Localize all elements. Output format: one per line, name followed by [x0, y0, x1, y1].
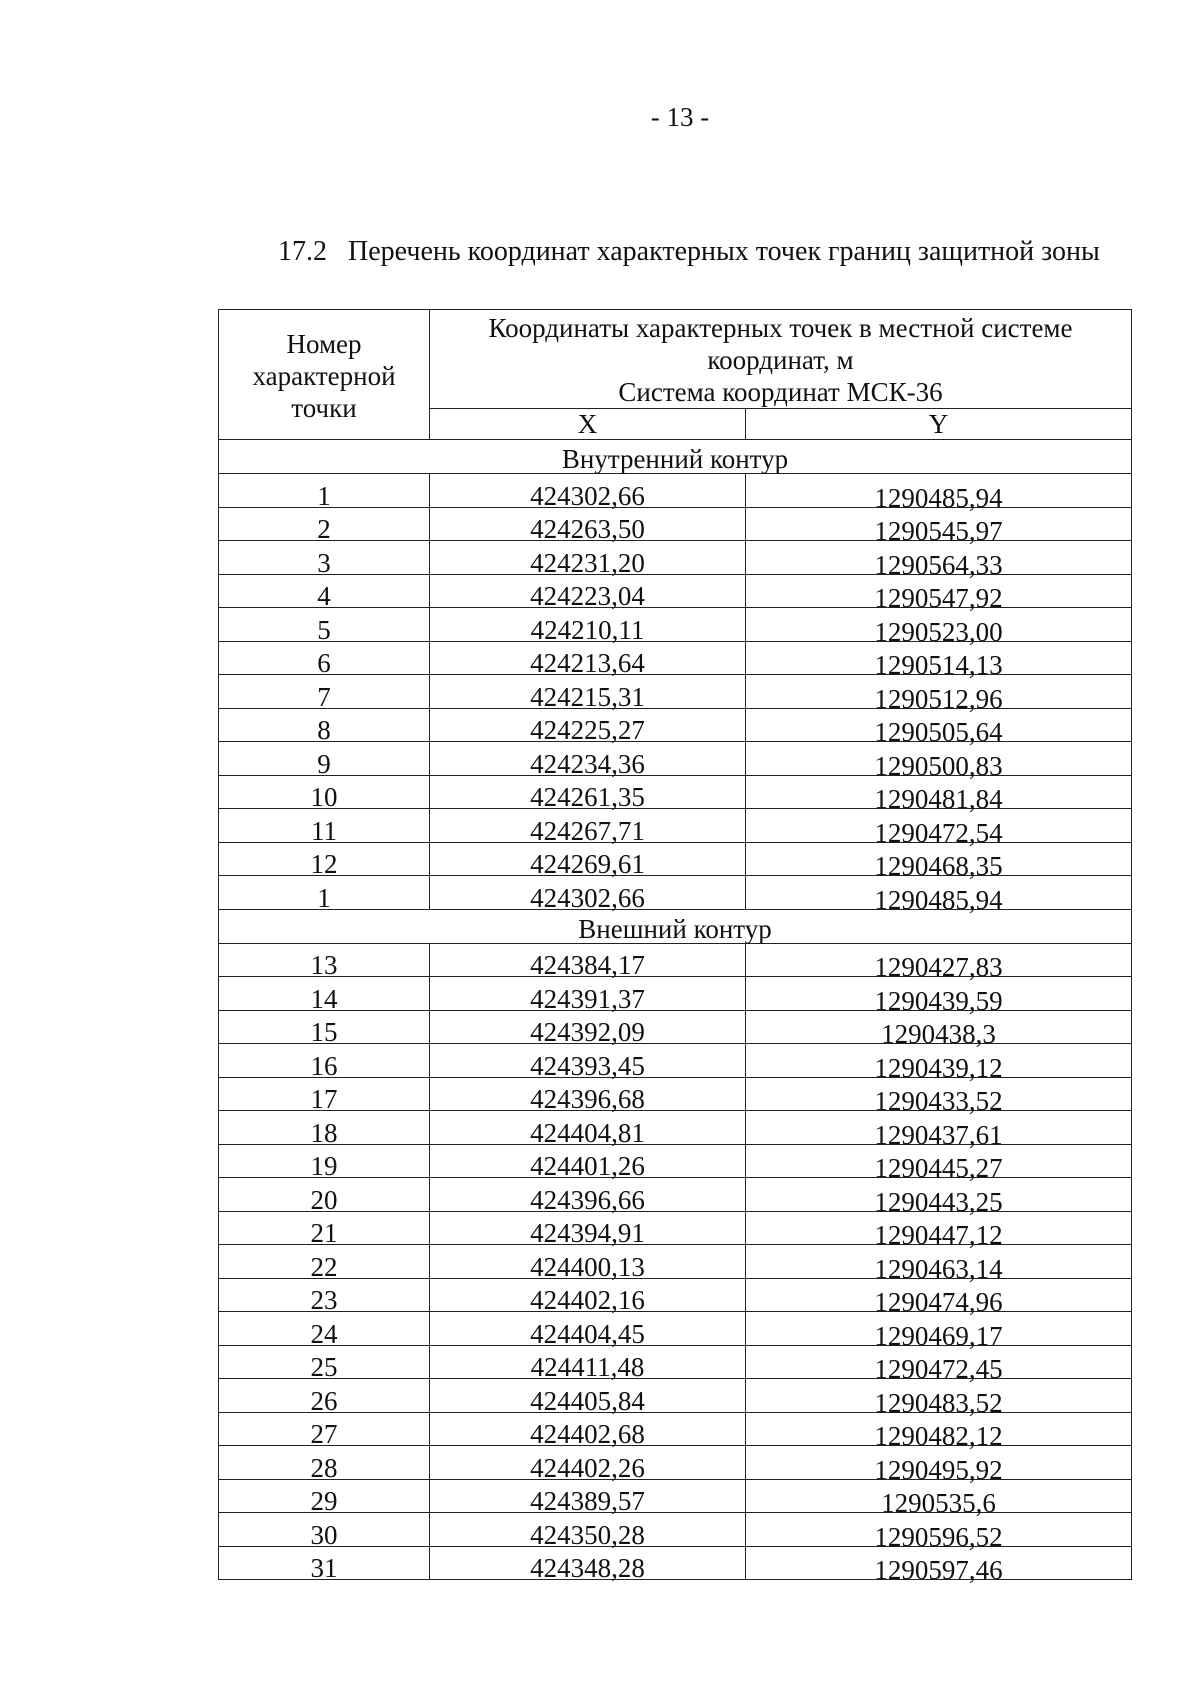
- x-coordinate-cell-text: 424348,28: [530, 1553, 645, 1583]
- y-coordinate-cell-text: 1290474,96: [874, 1287, 1003, 1317]
- y-coordinate-cell-text: 1290523,00: [874, 616, 1003, 647]
- x-coordinate-cell-text: 424402,16: [530, 1285, 645, 1315]
- y-coordinate-cell: [746, 474, 1132, 513]
- x-coordinate-cell: [430, 742, 746, 779]
- point-number-cell: [219, 1513, 430, 1550]
- y-coordinate-cell-text: 1290596,52: [874, 1521, 1003, 1552]
- section-title: Внешний контур: [219, 909, 1132, 943]
- point-number-cell-text: 26: [310, 1385, 338, 1416]
- x-coordinate-cell: [430, 1144, 746, 1181]
- x-coordinate-cell-text: 424404,45: [530, 1318, 645, 1349]
- point-number-cell-text: 10: [310, 782, 338, 812]
- x-coordinate-cell-text: 424411,48: [530, 1352, 645, 1382]
- y-coordinate-cell-text: 1290439,12: [874, 1052, 1003, 1083]
- y-coordinate-cell-text: 1290438,3: [881, 1019, 996, 1049]
- point-number-cell: [219, 474, 430, 511]
- y-coordinate-cell-text: 1290472,54: [874, 817, 1003, 848]
- point-number-cell: [219, 1312, 430, 1349]
- section-title: Внутренний контур: [219, 440, 1132, 474]
- x-coordinate-cell-text: 424393,45: [530, 1050, 645, 1081]
- point-number-cell-text: 1: [317, 882, 331, 913]
- x-coordinate-cell: [430, 608, 746, 645]
- point-number-cell-text: 3: [317, 547, 331, 578]
- y-coordinate-cell-text: 1290468,35: [874, 851, 1003, 881]
- x-coordinate-cell: [430, 1312, 746, 1349]
- y-coordinate-cell-text: 1290463,14: [874, 1253, 1003, 1284]
- x-coordinate-cell-text: 424225,27: [530, 715, 645, 745]
- point-number-cell-text: 2: [317, 514, 331, 544]
- point-number-cell-text: 19: [310, 1151, 338, 1181]
- y-coordinate-cell-text: 1290512,96: [874, 683, 1003, 714]
- point-number-cell-text: 31: [310, 1553, 338, 1583]
- x-coordinate-cell-text: 424384,17: [530, 950, 645, 980]
- y-coordinate-cell-text: 1290482,12: [874, 1421, 1003, 1451]
- point-number-cell: [219, 1546, 430, 1583]
- x-coordinate-cell: [430, 977, 746, 1014]
- point-number-cell: [219, 1010, 430, 1047]
- x-coordinate-cell: [430, 1010, 746, 1047]
- y-coordinate-cell-text: 1290485,94: [874, 884, 1003, 915]
- x-coordinate-cell: [430, 1278, 746, 1315]
- document-heading: [278, 236, 1100, 268]
- x-coordinate-cell: [430, 641, 746, 678]
- x-coordinate-cell: [430, 842, 746, 879]
- y-coordinate-cell-text: 1290547,92: [874, 583, 1003, 613]
- point-number-cell: [219, 1412, 430, 1449]
- table-row: [219, 943, 1132, 977]
- x-coordinate-cell-text: 424210,11: [530, 614, 645, 645]
- x-coordinate-cell: [430, 1044, 746, 1081]
- point-number-cell-text: 13: [310, 950, 338, 980]
- x-coordinate-cell: [430, 541, 746, 578]
- x-coordinate-cell-text: 424389,57: [530, 1486, 645, 1516]
- x-coordinate-cell: [430, 1211, 746, 1248]
- point-number-cell: [219, 641, 430, 678]
- x-coordinate-cell: [430, 1546, 746, 1583]
- point-number-cell-text: 24: [310, 1318, 338, 1349]
- point-number-cell: [219, 1144, 430, 1181]
- x-coordinate-cell-text: 424267,71: [530, 815, 645, 846]
- y-coordinate-cell-text: 1290481,84: [874, 784, 1003, 814]
- coords-header-line: координат, м: [707, 345, 854, 375]
- x-coordinate-cell: [430, 1479, 746, 1516]
- x-coordinate-cell-text: 424394,91: [530, 1218, 645, 1248]
- heading-text: Перечень координат характерных точек границ защитной зоны: [348, 236, 1100, 267]
- y-coordinate-cell-text: 1290469,17: [874, 1320, 1003, 1351]
- x-coordinate-cell: [430, 1412, 746, 1449]
- x-coordinate-cell: [430, 775, 746, 812]
- x-coordinate-cell: [430, 1513, 746, 1550]
- y-coordinate-cell-text: 1290472,45: [874, 1354, 1003, 1384]
- point-number-cell: [219, 1345, 430, 1382]
- x-coordinate-cell: [430, 574, 746, 611]
- table-body: [219, 440, 1132, 1585]
- point-number-cell: [219, 507, 430, 544]
- point-number-cell-text: 17: [310, 1084, 338, 1114]
- x-coordinate-cell-text: 424401,26: [530, 1151, 645, 1181]
- y-coordinate-cell-text: 1290447,12: [874, 1220, 1003, 1250]
- point-number-cell: [219, 574, 430, 611]
- x-coordinate-cell: [430, 943, 746, 980]
- point-number-cell: [219, 809, 430, 846]
- point-number-cell-text: 14: [310, 983, 338, 1014]
- point-number-cell-text: 11: [311, 815, 337, 846]
- x-coordinate-cell: [430, 507, 746, 544]
- x-coordinate-cell-text: 424350,28: [530, 1519, 645, 1550]
- point-number-cell: [219, 1211, 430, 1248]
- x-column-header: X: [430, 409, 746, 440]
- point-number-cell-text: 4: [317, 581, 331, 611]
- y-coordinate-cell: [746, 943, 1132, 982]
- section-row: [219, 440, 1132, 474]
- x-coordinate-cell: [430, 1446, 746, 1483]
- y-coordinate-cell-text: 1290427,83: [874, 952, 1003, 982]
- coordinates-header: [430, 310, 1132, 409]
- point-number-cell: [219, 1111, 430, 1148]
- point-number-cell: [219, 943, 430, 980]
- x-coordinate-cell-text: 424261,35: [530, 782, 645, 812]
- x-coordinate-cell: [430, 474, 746, 511]
- point-number-cell-text: 20: [310, 1184, 338, 1215]
- point-number-cell-text: 16: [310, 1050, 338, 1081]
- point-number-cell-text: 18: [310, 1117, 338, 1148]
- x-coordinate-cell-text: 424263,50: [530, 514, 645, 544]
- x-coordinate-cell-text: 424231,20: [530, 547, 645, 578]
- point-number-cell: [219, 742, 430, 779]
- point-number-cell: [219, 876, 430, 913]
- coords-header-line: Координаты характерных точек в местной системе: [488, 313, 1073, 343]
- x-coordinate-cell: [430, 1245, 746, 1282]
- point-number-cell: [219, 842, 430, 879]
- x-coordinate-cell-text: 424215,31: [530, 681, 645, 712]
- point-number-cell: [219, 708, 430, 745]
- x-coordinate-cell: [430, 1345, 746, 1382]
- point-number-cell: [219, 977, 430, 1014]
- point-number-cell-text: 23: [310, 1285, 338, 1315]
- point-number-cell: [219, 775, 430, 812]
- point-number-cell-text: 28: [310, 1452, 338, 1483]
- x-coordinate-cell-text: 424391,37: [530, 983, 645, 1014]
- x-coordinate-cell-text: 424223,04: [530, 581, 645, 611]
- coords-header-line: Система координат МСК-36: [618, 377, 943, 407]
- x-coordinate-cell-text: 424396,66: [530, 1184, 645, 1215]
- y-column-header: Y: [746, 409, 1132, 440]
- y-coordinate-cell-text: 1290495,92: [874, 1454, 1003, 1485]
- table-row: [219, 474, 1132, 508]
- point-number-cell-text: 27: [310, 1419, 338, 1449]
- x-coordinate-cell: [430, 675, 746, 712]
- point-number-cell-text: 29: [310, 1486, 338, 1516]
- x-coordinate-cell-text: 424402,26: [530, 1452, 645, 1483]
- point-header-line: Номер: [286, 328, 362, 359]
- point-number-cell-text: 8: [317, 715, 331, 745]
- y-coordinate-cell-text: 1290483,52: [874, 1387, 1003, 1418]
- point-number-cell-text: 9: [317, 748, 331, 779]
- x-coordinate-cell-text: 424269,61: [530, 849, 645, 879]
- point-number-cell: [219, 1479, 430, 1516]
- point-number-cell-text: 6: [317, 648, 331, 678]
- point-number-cell: [219, 1178, 430, 1215]
- point-number-cell: [219, 1044, 430, 1081]
- y-coordinate-cell-text: 1290439,59: [874, 985, 1003, 1016]
- x-coordinate-cell: [430, 1178, 746, 1215]
- y-coordinate-cell-text: 1290597,46: [874, 1555, 1003, 1585]
- x-coordinate-cell: [430, 708, 746, 745]
- x-coordinate-cell-text: 424213,64: [530, 648, 645, 678]
- x-coordinate-cell-text: 424402,68: [530, 1419, 645, 1449]
- x-coordinate-cell: [430, 1077, 746, 1114]
- x-coordinate-cell: [430, 1111, 746, 1148]
- y-coordinate-cell-text: 1290500,83: [874, 750, 1003, 781]
- point-number-cell-text: 22: [310, 1251, 338, 1282]
- point-number-cell-text: 25: [310, 1352, 338, 1382]
- x-coordinate-cell-text: 424405,84: [530, 1385, 645, 1416]
- x-coordinate-cell: [430, 809, 746, 846]
- x-coordinate-cell-text: 424392,09: [530, 1017, 645, 1047]
- point-number-cell: [219, 1379, 430, 1416]
- x-coordinate-cell-text: 424302,66: [530, 480, 645, 511]
- x-coordinate-cell: [430, 1379, 746, 1416]
- point-number-cell-text: 7: [317, 681, 331, 712]
- x-coordinate-cell-text: 424302,66: [530, 882, 645, 913]
- point-number-cell: [219, 1446, 430, 1483]
- point-number-cell: [219, 608, 430, 645]
- x-coordinate-cell-text: 424396,68: [530, 1084, 645, 1114]
- point-number-cell-text: 21: [310, 1218, 338, 1248]
- y-coordinate-cell-text: 1290564,33: [874, 549, 1003, 580]
- point-number-cell: [219, 541, 430, 578]
- heading-number: 17.2: [278, 236, 327, 267]
- y-coordinate-cell-text: 1290505,64: [874, 717, 1003, 747]
- y-coordinate-cell-text: 1290433,52: [874, 1086, 1003, 1116]
- point-header-line: точки: [291, 392, 357, 423]
- page-number: - 13 -: [650, 102, 710, 132]
- point-number-header: [219, 310, 430, 440]
- point-header-line: характерной: [252, 360, 396, 391]
- point-number-cell-text: 15: [310, 1017, 338, 1047]
- y-coordinate-cell-text: 1290535,6: [881, 1488, 996, 1518]
- y-coordinate-cell-text: 1290445,27: [874, 1153, 1003, 1183]
- point-number-cell-text: 5: [317, 614, 331, 645]
- y-coordinate-cell-text: 1290485,94: [874, 482, 1003, 513]
- y-coordinate-cell-text: 1290437,61: [874, 1119, 1003, 1150]
- point-number-cell-text: 1: [317, 480, 331, 511]
- point-number-cell-text: 12: [310, 849, 338, 879]
- y-coordinate-cell-text: 1290443,25: [874, 1186, 1003, 1217]
- point-number-cell: [219, 675, 430, 712]
- x-coordinate-cell: [430, 876, 746, 913]
- point-number-cell: [219, 1245, 430, 1282]
- x-coordinate-cell-text: 424234,36: [530, 748, 645, 779]
- point-number-cell: [219, 1278, 430, 1315]
- y-coordinate-cell-text: 1290514,13: [874, 650, 1003, 680]
- table-header: [219, 310, 1132, 440]
- x-coordinate-cell-text: 424404,81: [530, 1117, 645, 1148]
- coordinates-table: [218, 309, 1132, 1585]
- point-number-cell: [219, 1077, 430, 1114]
- x-coordinate-cell-text: 424400,13: [530, 1251, 645, 1282]
- point-number-cell-text: 30: [310, 1519, 338, 1550]
- y-coordinate-cell-text: 1290545,97: [874, 516, 1003, 546]
